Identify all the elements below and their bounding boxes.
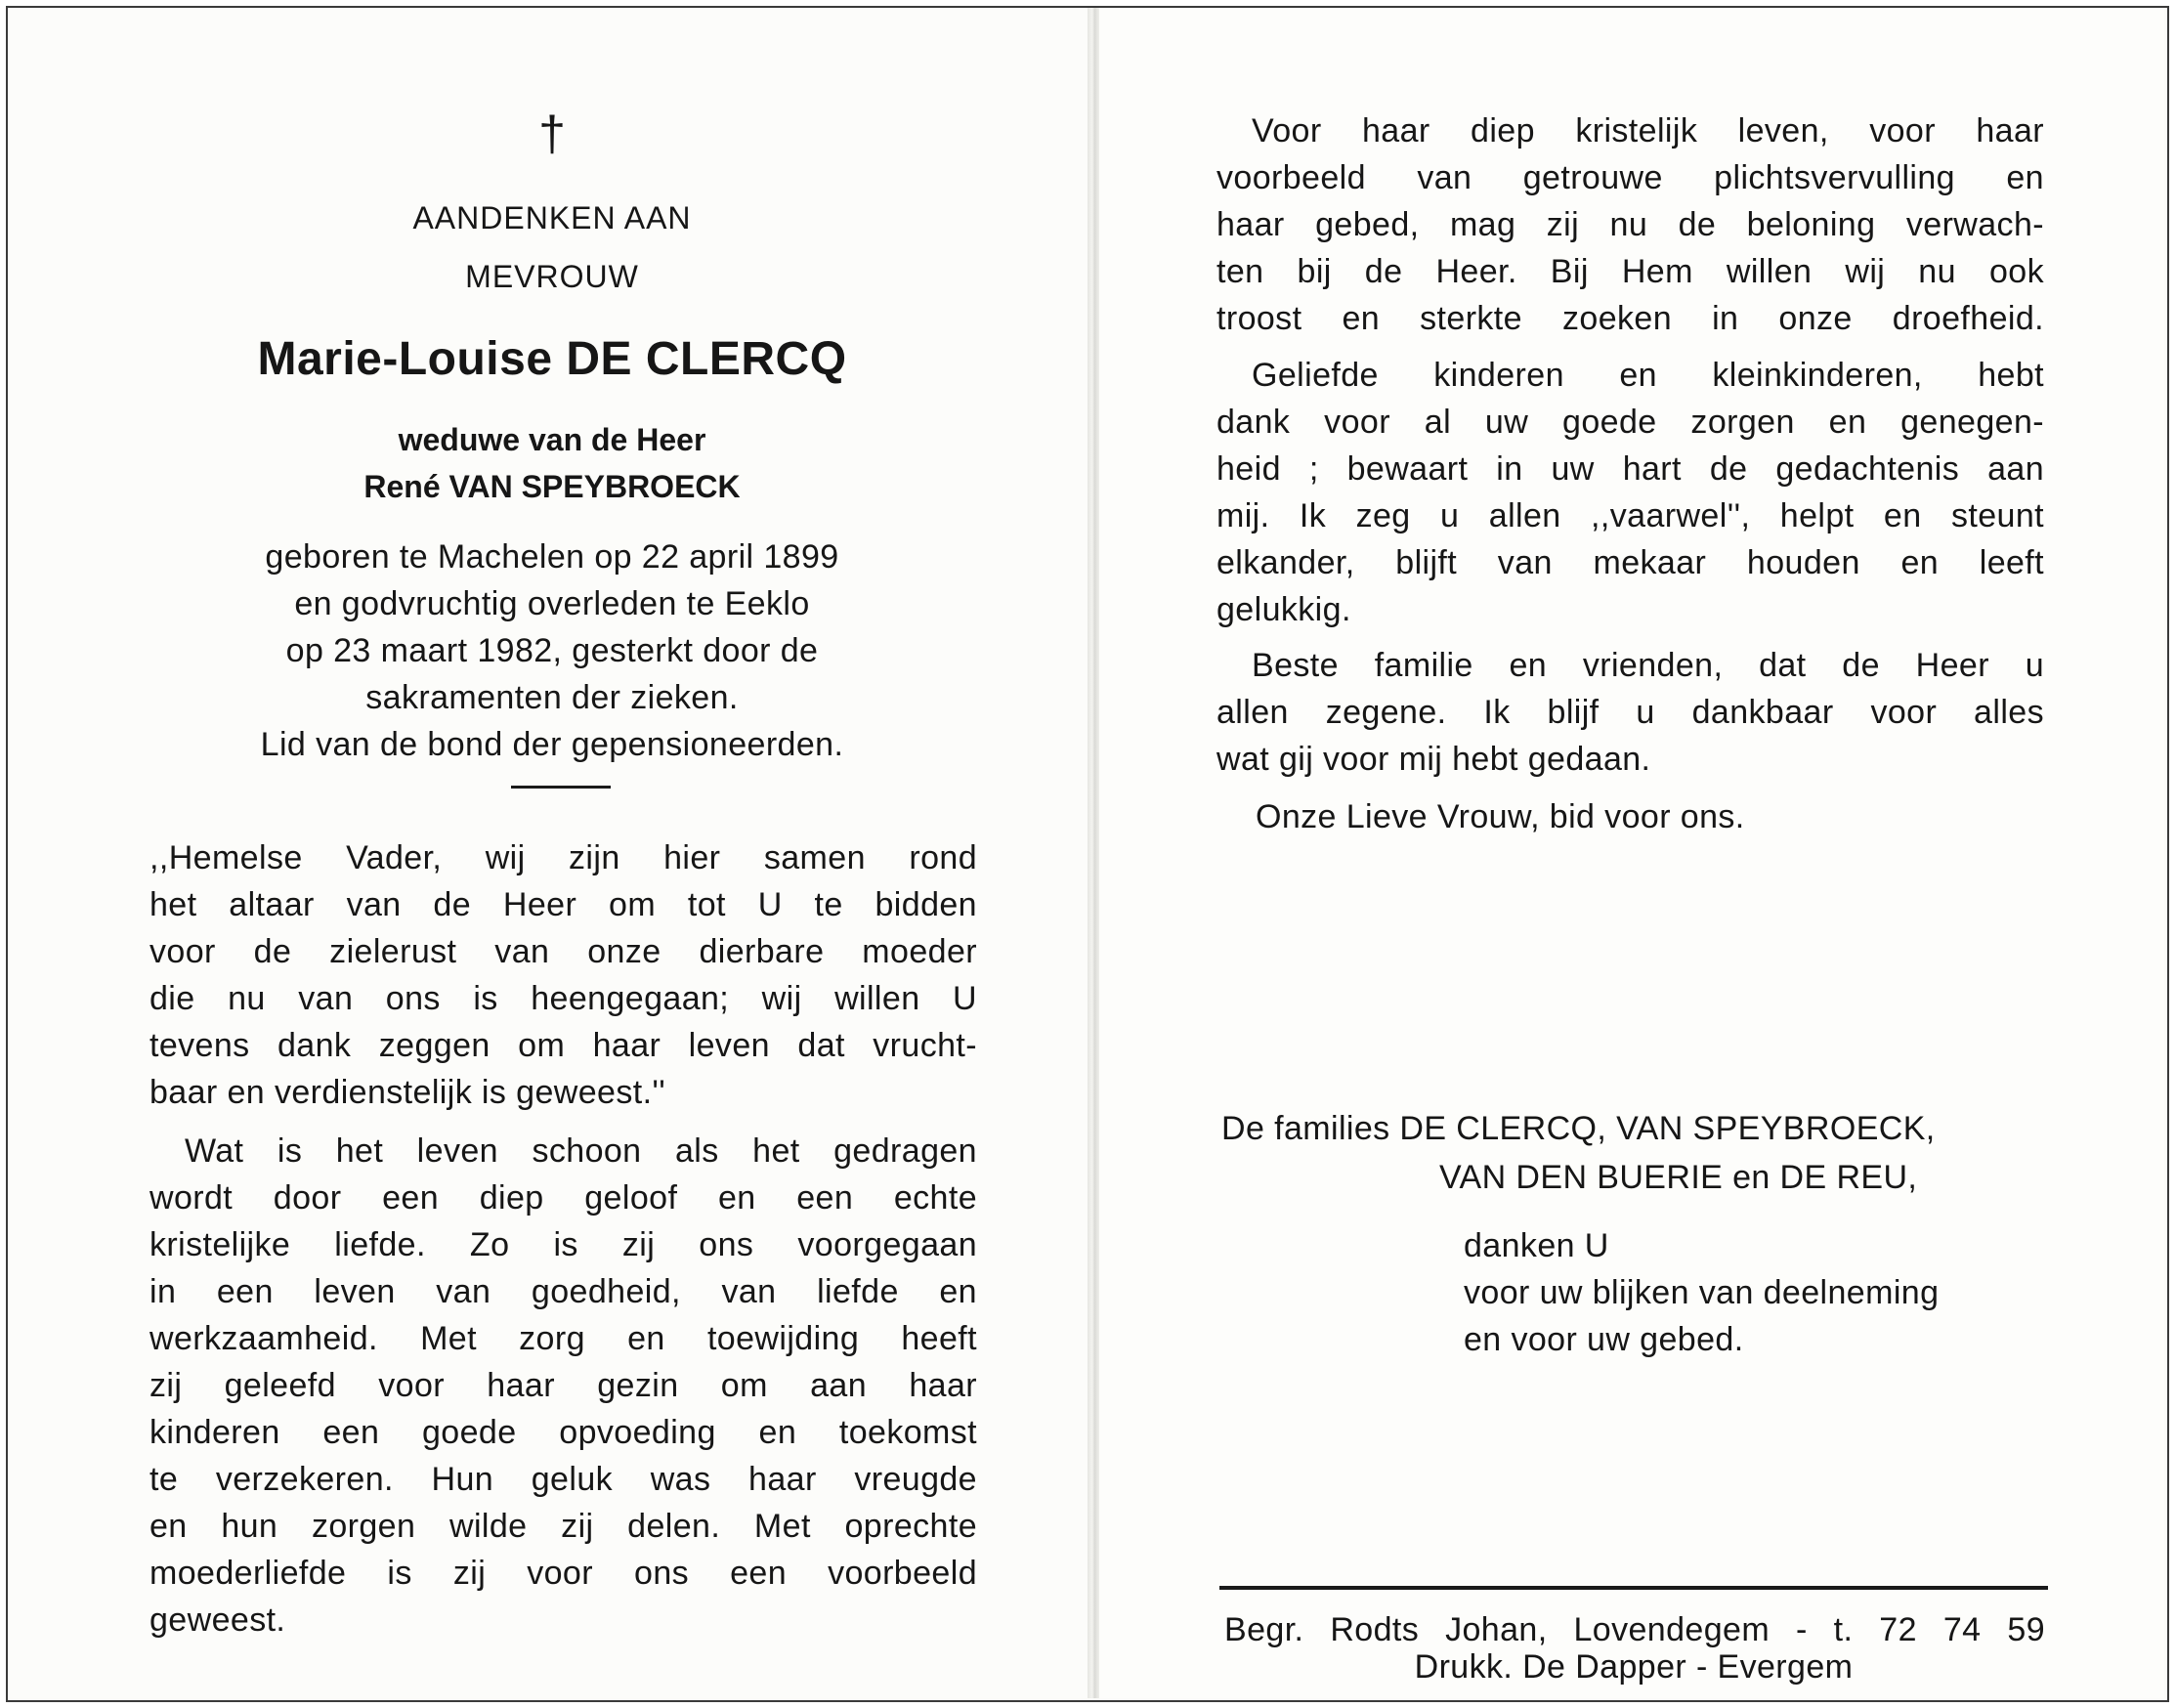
cross-icon: † [538, 107, 566, 161]
text-line: werkzaamheid. Met zorg en toewijding heeft [149, 1320, 977, 1357]
card-fold [1088, 8, 1099, 1698]
text-line: Geliefde kinderen en kleinkinderen, hebt [1252, 357, 2044, 394]
text-line: haar gebed, mag zij nu de beloning verwach- [1216, 206, 2044, 243]
text-line: heid ; bewaart in uw hart de gedachtenis aan [1216, 450, 2044, 488]
text-line: zij geleefd voor haar gezin om aan haar [149, 1367, 977, 1404]
text-line: dank voor al uw goede zorgen en genegen- [1216, 404, 2044, 441]
right-page [1099, 8, 2164, 1698]
text-line: Voor haar diep kristelijk leven, voor haar [1252, 112, 2044, 149]
text-line: gelukkig. [1216, 591, 1351, 628]
families-line-1: De families DE CLERCQ, VAN SPEYBROECK, [1221, 1110, 1936, 1147]
text-line: wat gij voor mij hebt gedaan. [1216, 741, 1651, 778]
closing-prayer: Onze Lieve Vrouw, bid voor ons. [1256, 798, 1745, 835]
text-line: het altaar van de Heer om tot U te bidden [149, 886, 977, 923]
text-line: en voor uw gebed. [1464, 1321, 1744, 1358]
text-line: te verzekeren. Hun geluk was haar vreugde [149, 1461, 977, 1498]
bio-line: Lid van de bond der gepensioneerden. [260, 726, 844, 763]
text-line: in een leven van goedheid, van liefde en [149, 1273, 977, 1310]
text-line: wordt door een diep geloof en een echte [149, 1179, 977, 1217]
text-line: troost en sterkte zoeken in onze droefheid. [1216, 300, 2044, 337]
prayer-paragraph [149, 834, 977, 1116]
bio-line: op 23 maart 1982, gesterkt door de [285, 632, 819, 669]
undertaker-line: Begr. Rodts Johan, Lovendegem - t. 72 74 59 [1224, 1611, 2045, 1648]
text-line: en hun zorgen wilde zij delen. Met oprechte [149, 1508, 977, 1545]
text-line: tevens dank zeggen om haar leven dat vrucht- [149, 1027, 977, 1064]
text-line: allen zegene. Ik blijf u dankbaar voor alles [1216, 694, 2044, 731]
faith-paragraph [1216, 107, 2044, 342]
footer-divider [1219, 1586, 2048, 1590]
bio-line: sakramenten der zieken. [365, 679, 739, 716]
children-paragraph [1216, 352, 2044, 633]
printer-line: Drukk. De Dapper - Evergem [1414, 1648, 1854, 1686]
bio-line: en godvruchtig overleden te Eeklo [294, 585, 810, 622]
text-line: voorbeeld van getrouwe plichtsvervulling en [1216, 159, 2044, 196]
text-line: voor de zielerust van onze dierbare moeder [149, 933, 977, 970]
thanks-block [1464, 1222, 1939, 1363]
biography [8, 534, 1096, 768]
heading-title: MEVROUW [465, 259, 639, 294]
bio-line: geboren te Machelen op 22 april 1899 [265, 538, 839, 576]
text-line: Wat is het leven schoon als het gedragen [185, 1132, 977, 1170]
text-line: ten bij de Heer. Bij Hem willen wij nu ook [1216, 253, 2044, 290]
left-page [8, 8, 1088, 1698]
deceased-name: Marie-Louise DE CLERCQ [257, 333, 847, 385]
text-line: danken U [1464, 1227, 1609, 1264]
text-line: ,,Hemelse Vader, wij zijn hier samen rond [149, 839, 977, 876]
text-line: kristelijke liefde. Zo is zij ons voorgegaan [149, 1226, 977, 1263]
families-line-2: VAN DEN BUERIE en DE REU, [1439, 1159, 1918, 1196]
life-paragraph [149, 1128, 977, 1644]
text-line: mij. Ik zeg u allen ,,vaarwel'', helpt en steunt [1216, 497, 2044, 534]
text-line: baar en verdienstelijk is geweest.'' [149, 1074, 666, 1111]
text-line: geweest. [149, 1601, 286, 1639]
heading-remembrance: AANDENKEN AAN [412, 200, 692, 235]
text-line: kinderen een goede opvoeding en toekomst [149, 1414, 977, 1451]
text-line: moederliefde is zij voor ons een voorbeeld [149, 1555, 977, 1592]
text-line: die nu van ons is heengegaan; wij willen U [149, 980, 977, 1017]
divider [511, 786, 611, 789]
widow-line-1: weduwe van de Heer [398, 422, 706, 457]
text-line: voor uw blijken van deelneming [1464, 1274, 1940, 1311]
text-line: elkander, blijft van mekaar houden en leeft [1216, 544, 2044, 581]
widow-line-2: René VAN SPEYBROECK [363, 469, 741, 504]
family-paragraph [1216, 642, 2044, 783]
text-line: Beste familie en vrienden, dat de Heer u [1252, 647, 2044, 684]
